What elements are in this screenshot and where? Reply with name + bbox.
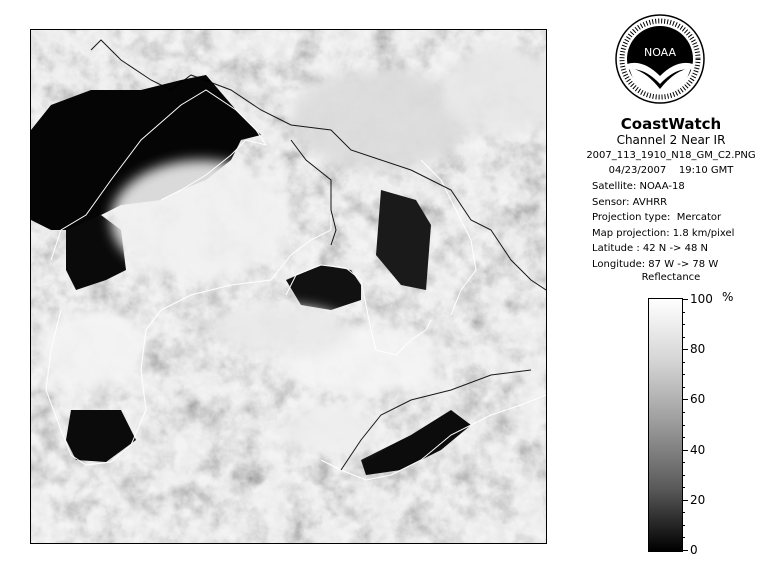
metadata-map-projection: Map projection: 1.8 km/pixel [592,227,735,239]
colorbar-minor-tick [682,387,685,388]
colorbar-minor-tick [682,324,685,325]
reflectance-colorbar [648,298,683,552]
colorbar-tick [682,450,688,451]
colorbar-minor-tick [682,425,685,426]
colorbar-tick-label: 60 [690,392,706,407]
metadata-list [566,179,776,272]
colorbar-tick-label: 100 [690,292,713,306]
legend-unit: % [722,290,734,304]
legend-title: Reflectance [641,272,701,283]
colorbar-tick-label: 20 [690,492,706,507]
colorbar-tick [682,349,688,350]
metadata-projection-type: Projection type: Mercator [592,212,722,223]
colorbar-minor-tick [682,537,685,538]
colorbar-minor-tick [682,525,685,526]
channel-subtitle: Channel 2 Near IR [616,133,726,147]
logo-text: NOAA [643,46,677,59]
colorbar-tick [682,399,688,400]
colorbar-minor-tick [682,462,685,463]
image-filename: 2007_113_1910_N18_GM_C2.PNG [586,150,756,161]
colorbar-tick [682,550,688,551]
metadata-satellite: Satellite: NOAA-18 [592,181,685,192]
noaa-logo [615,14,705,104]
colorbar-minor-tick [682,487,685,488]
colorbar-minor-tick [682,412,685,413]
colorbar-tick [682,500,688,501]
colorbar-tick-label: 0 [690,543,698,557]
satellite-reflectance-image [31,30,546,543]
colorbar-minor-tick [682,337,685,338]
noaa-logo-icon [615,14,705,104]
colorbar-minor-tick [682,512,685,513]
colorbar-minor-tick [682,437,685,438]
satellite-map [30,29,547,544]
colorbar-minor-tick [682,475,685,476]
metadata-longitude: Longitude: 87 W -> 78 W [592,258,719,270]
product-title: CoastWatch [620,115,722,133]
colorbar-minor-tick [682,362,685,363]
metadata-sensor: Sensor: AVHRR [592,196,668,208]
colorbar-tick-label: 40 [690,442,706,457]
info-panel [566,115,776,272]
colorbar-minor-tick [682,374,685,375]
colorbar-tick [682,299,688,300]
metadata-latitude: Latitude : 42 N -> 48 N [592,243,708,254]
acquisition-datetime: 04/23/2007 19:10 GMT [608,165,734,176]
colorbar-minor-tick [682,312,685,313]
colorbar-tick-label: 80 [690,342,706,357]
